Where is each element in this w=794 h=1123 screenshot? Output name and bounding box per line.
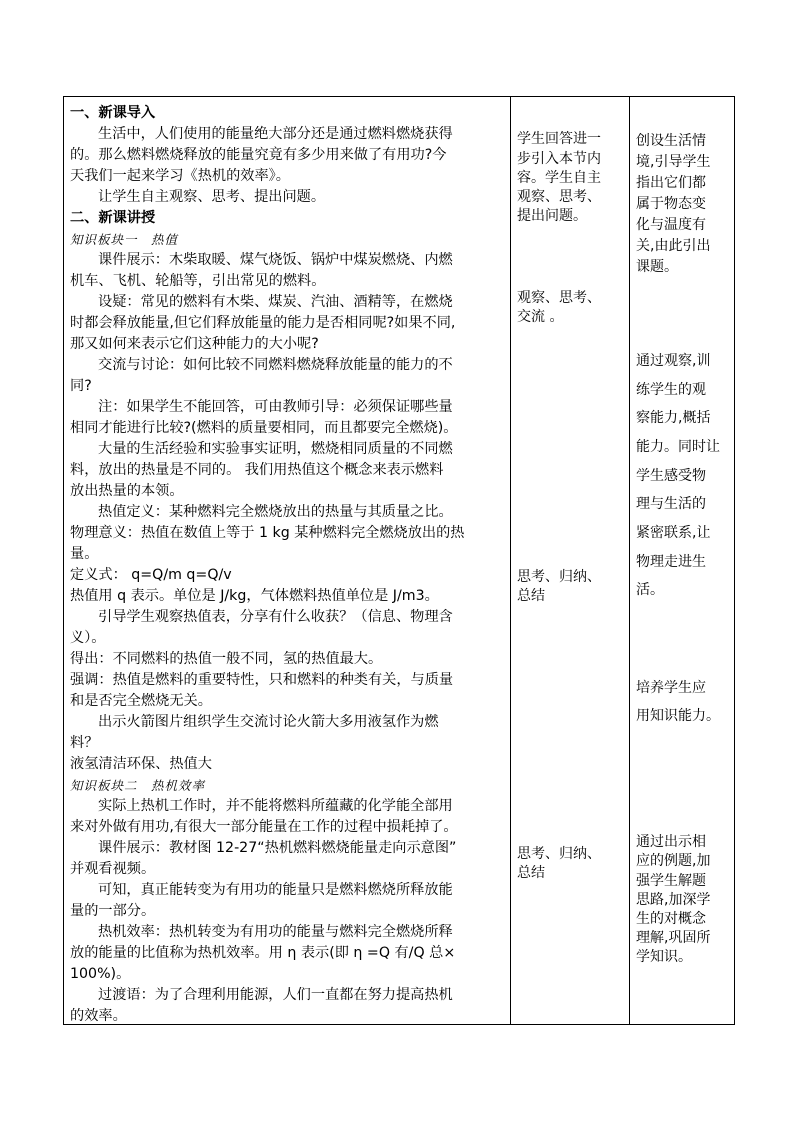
teaching-line: 物理意义：热值在数值上等于 1 kg 某种燃料完全燃烧放出的热 (70, 524, 465, 541)
design-intent-line: 生的对概念 (636, 910, 706, 927)
teaching-line: 知识板块一 热值 (70, 231, 179, 247)
design-intent-line: 物理走进生 (636, 553, 706, 570)
teaching-process-text (64, 97, 510, 1024)
teaching-line: 得出：不同燃料的热值一般不同，氢的热值最大。 (70, 650, 383, 667)
teaching-line: 放出热量的本领。 (70, 482, 184, 499)
teaching-line: 出示火箭图片组织学生交流讨论火箭大多用液氢作为燃 (98, 714, 439, 731)
teaching-line: 放的能量的比值称为热机效率。用 η 表示(即 η =Q 有/Q 总× (70, 945, 456, 962)
design-intent-line: 通过观察,训 (636, 353, 711, 370)
design-intent-line: 练学生的观 (636, 381, 706, 398)
student-activity-line: 交流 。 (517, 309, 564, 326)
student-activity-line: 观察、思考、 (517, 290, 601, 306)
design-intent-line: 能力。同时让 (636, 438, 720, 455)
design-intent-cell (630, 97, 735, 1025)
teaching-line: 量。 (70, 545, 99, 562)
design-intent-line: 指出它们都 (636, 175, 706, 192)
teaching-line: 交流与讨论：如何比较不同燃料燃烧释放能量的能力的不 (98, 356, 453, 373)
design-intent-line: 活。 (636, 582, 664, 599)
design-intent-line: 理解,巩固所 (636, 929, 711, 946)
teaching-line: 实际上热机工作时，并不能将燃料所蕴藏的化学能全部用 (98, 798, 453, 815)
teaching-line: 设疑：常见的燃料有木柴、煤炭、汽油、酒精等，在燃烧 (98, 293, 453, 310)
design-intent-line: 学知识。 (636, 948, 692, 965)
teaching-line: 定义式： q=Q/m q=Q/v (70, 566, 232, 583)
student-activity-line: 步引入本节内 (517, 150, 601, 167)
teaching-line: 那又如何来表示它们这种能力的大小呢? (70, 335, 319, 352)
student-activity-line: 学生回答进一 (517, 131, 601, 148)
teaching-line: 和是否完全燃烧无关。 (70, 693, 212, 709)
teaching-line: 机车、飞机、轮船等，引出常见的燃料。 (70, 272, 326, 289)
teaching-line: 大量的生活经验和实验事实证明，燃烧相同质量的不同燃 (98, 440, 453, 457)
teaching-line: 并观看视频。 (70, 861, 156, 878)
teaching-line: 来对外做有用功,有很大一部分能量在工作的过程中损耗掉了。 (70, 819, 458, 836)
design-intent-line: 培养学生应 (636, 679, 706, 696)
teaching-line: 义）。 (70, 629, 106, 646)
design-intent-line: 理与生活的 (636, 496, 706, 513)
student-activity-line: 思考、归纳、 (517, 568, 601, 585)
design-intent-line: 紧密联系,让 (636, 524, 711, 541)
teaching-line: 注：如果学生不能回答，可由教师引导：必须保证哪些量 (98, 398, 453, 415)
student-activity-text (511, 97, 629, 1024)
design-intent-line: 用知识能力。 (636, 708, 720, 725)
student-activity-line: 总结 (517, 864, 545, 881)
teaching-line: 热机效率：热机转变为有用功的能量与燃料完全燃烧所释 (98, 924, 453, 941)
teaching-line: 量的一部分。 (70, 903, 156, 920)
teaching-line: 可知，真正能转变为有用功的能量只是燃料燃烧所释放能 (98, 882, 453, 899)
design-intent-line: 察能力,概括 (636, 410, 711, 427)
teaching-line: 让学生自主观察、思考、提出问题。 (98, 188, 326, 205)
teaching-line: 的效率。 (70, 1008, 127, 1025)
design-intent-line: 属于物态变 (636, 196, 706, 213)
student-activity-line: 总结 (517, 587, 545, 604)
design-intent-text (630, 97, 734, 1024)
student-activity-line: 提出问题。 (517, 207, 587, 224)
design-intent-line: 关,由此引出 (636, 238, 711, 255)
teaching-line: 料，放出的热量是不同的。 我们用热值这个概念来表示燃料 (70, 461, 444, 478)
teaching-process-cell (64, 97, 511, 1025)
teaching-line: 课件展示：木柴取暖、煤气烧饭、锅炉中煤炭燃烧、内燃 (98, 251, 453, 268)
teaching-line: 引导学生观察热值表，分享有什么收获？（信息、物理含 (98, 608, 453, 625)
teaching-line: 天我们一起来学习《热机的效率》。 (70, 167, 290, 184)
student-activity-cell (511, 97, 630, 1025)
teaching-line: 料？ (70, 735, 99, 752)
teaching-line: 液氢清洁环保、热值大 (70, 756, 212, 773)
design-intent-line: 应的例题,加 (636, 853, 711, 870)
teaching-line: 100%)。 (70, 966, 131, 983)
student-activity-line: 观察、思考、 (517, 188, 601, 205)
teaching-line: 同? (70, 377, 92, 394)
design-intent-line: 强学生解题 (636, 872, 706, 889)
teaching-line: 热值用 q 表示。单位是 J/kg，气体燃料热值单位是 J/m3。 (70, 587, 439, 604)
teaching-line: 的。那么燃料燃烧释放的能量究竟有多少用来做了有用功?今 (70, 146, 447, 163)
teaching-line: 课件展示：教材图 12-27“热机燃料燃烧能量走向示意图” (98, 840, 457, 857)
student-activity-line: 容。学生自主 (517, 169, 601, 186)
table-row (64, 97, 735, 1025)
design-intent-line: 思路,加深学 (636, 891, 711, 908)
teaching-line: 时都会释放能量,但它们释放能量的能力是否相同呢?如果不同, (70, 314, 456, 331)
teaching-line: 二、新课讲授 (70, 209, 156, 226)
design-intent-line: 化与温度有 (636, 217, 706, 234)
teaching-line: 强调：热值是燃料的重要特性，只和燃料的种类有关，与质量 (70, 672, 454, 688)
design-intent-line: 创设生活情 (636, 133, 706, 150)
design-intent-line: 学生感受物 (636, 467, 706, 484)
teaching-line: 热值定义：某种燃料完全燃烧放出的热量与其质量之比。 (98, 503, 453, 520)
lesson-plan-table (63, 96, 735, 1025)
design-intent-line: 课题。 (636, 259, 678, 276)
teaching-line: 一、新课导入 (70, 104, 156, 121)
student-activity-line: 思考、归纳、 (517, 845, 601, 862)
design-intent-line: 境,引导学生 (636, 154, 711, 171)
design-intent-line: 通过出示相 (636, 834, 706, 851)
teaching-line: 相同才能进行比较?(燃料的质量要相同，而且都要完全燃烧)。 (70, 419, 458, 436)
teaching-line: 生活中，人们使用的能量绝大部分还是通过燃料燃烧获得 (98, 125, 453, 142)
teaching-line: 知识板块二 热机效率 (70, 778, 206, 794)
teaching-line: 过渡语：为了合理利用能源，人们一直都在努力提高热机 (98, 987, 453, 1004)
